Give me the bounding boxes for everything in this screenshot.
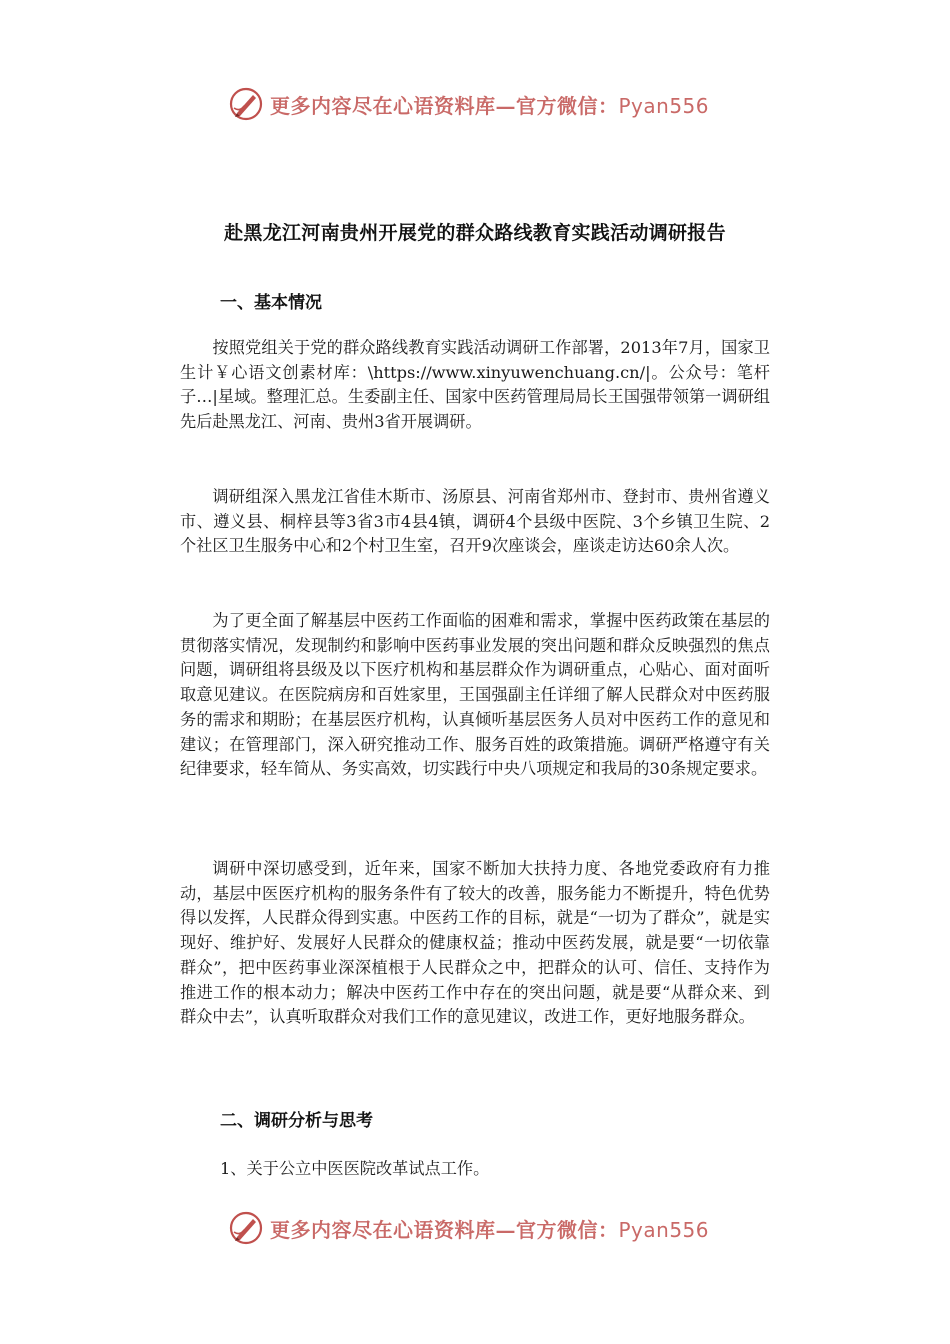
footer-banner [228,1206,709,1250]
list-item-1: 1、关于公立中医医院改革试点工作。 [220,1159,490,1178]
paragraph-1: 按照党组关于党的群众路线教育实践活动调研工作部署，2013年7月，国家卫生计￥心语文创素材库：\https://www.xinyuwenchuang.cn/|。公众号：笔杆子…|星域。整理汇总。生委副主任、国家中医药管理局局长王国强带领第一调研组先后赴黑龙江、河南、贵州3省开展调研。 [180,338,770,432]
wechat-id: Pyan556 [618,1217,710,1242]
pen-logo-icon [228,86,264,122]
paragraph-2: 调研组深入黑龙江省佳木斯市、汤原县、河南省郑州市、登封市、贵州省遵义市、遵义县、桐梓县等3省3市4县4镇，调研4个县级中医院、3个乡镇卫生院、2个社区卫生服务中心和2个村卫生室，召开9次座谈会，座谈走访达60余人次。 [180,487,770,556]
section-heading-basic: 一、基本情况 [220,293,322,313]
document-title: 赴黑龙江河南贵州开展党的群众路线教育实践活动调研报告 [224,222,726,244]
banner-text: 更多内容尽在心语资料库—官方微信：Pyan556 [270,93,710,118]
wechat-id: Pyan556 [618,93,710,118]
header-banner [228,82,709,126]
paragraph-3: 为了更全面了解基层中医药工作面临的困难和需求，掌握中医药政策在基层的贯彻落实情况，发现制约和影响中医药事业发展的突出问题和群众反映强烈的焦点问题，调研组将县级及以下医疗机构和基层群众作为调研重点，心贴心、面对面听取意见建议。在医院病房和百姓家里，王国强副主任详细了解人民群众对中医药服务的需求和期盼；在基层医疗机构，认真倾听基层医务人员对中医药工作的意见和建议；在管理部门，深入研究推动工作、服务百姓的政策措施。调研严格遵守有关纪律要求，轻车简从、务实高效，切实践行中央八项规定和我局的30条规定要求。 [180,611,770,779]
pen-logo-icon [228,1210,264,1246]
section-heading-analysis: 二、调研分析与思考 [220,1111,373,1131]
paragraph-4: 调研中深切感受到，近年来，国家不断加大扶持力度、各地党委政府有力推动，基层中医医疗机构的服务条件有了较大的改善，服务能力不断提升，特色优势得以发挥，人民群众得到实惠。中医药工作的目标，就是“一切为了群众”，就是实现好、维护好、发展好人民群众的健康权益；推动中医药发展，就是要“一切依靠群众”，把中医药事业深深植根于人民群众之中，把群众的认可、信任、支持作为推进工作的根本动力；解决中医药工作中存在的突出问题，就是要“从群众来、到群众中去”，认真听取群众对我们工作的意见建议，改进工作，更好地服务群众。 [180,859,770,1027]
banner-text: 更多内容尽在心语资料库—官方微信：Pyan556 [270,1217,710,1242]
